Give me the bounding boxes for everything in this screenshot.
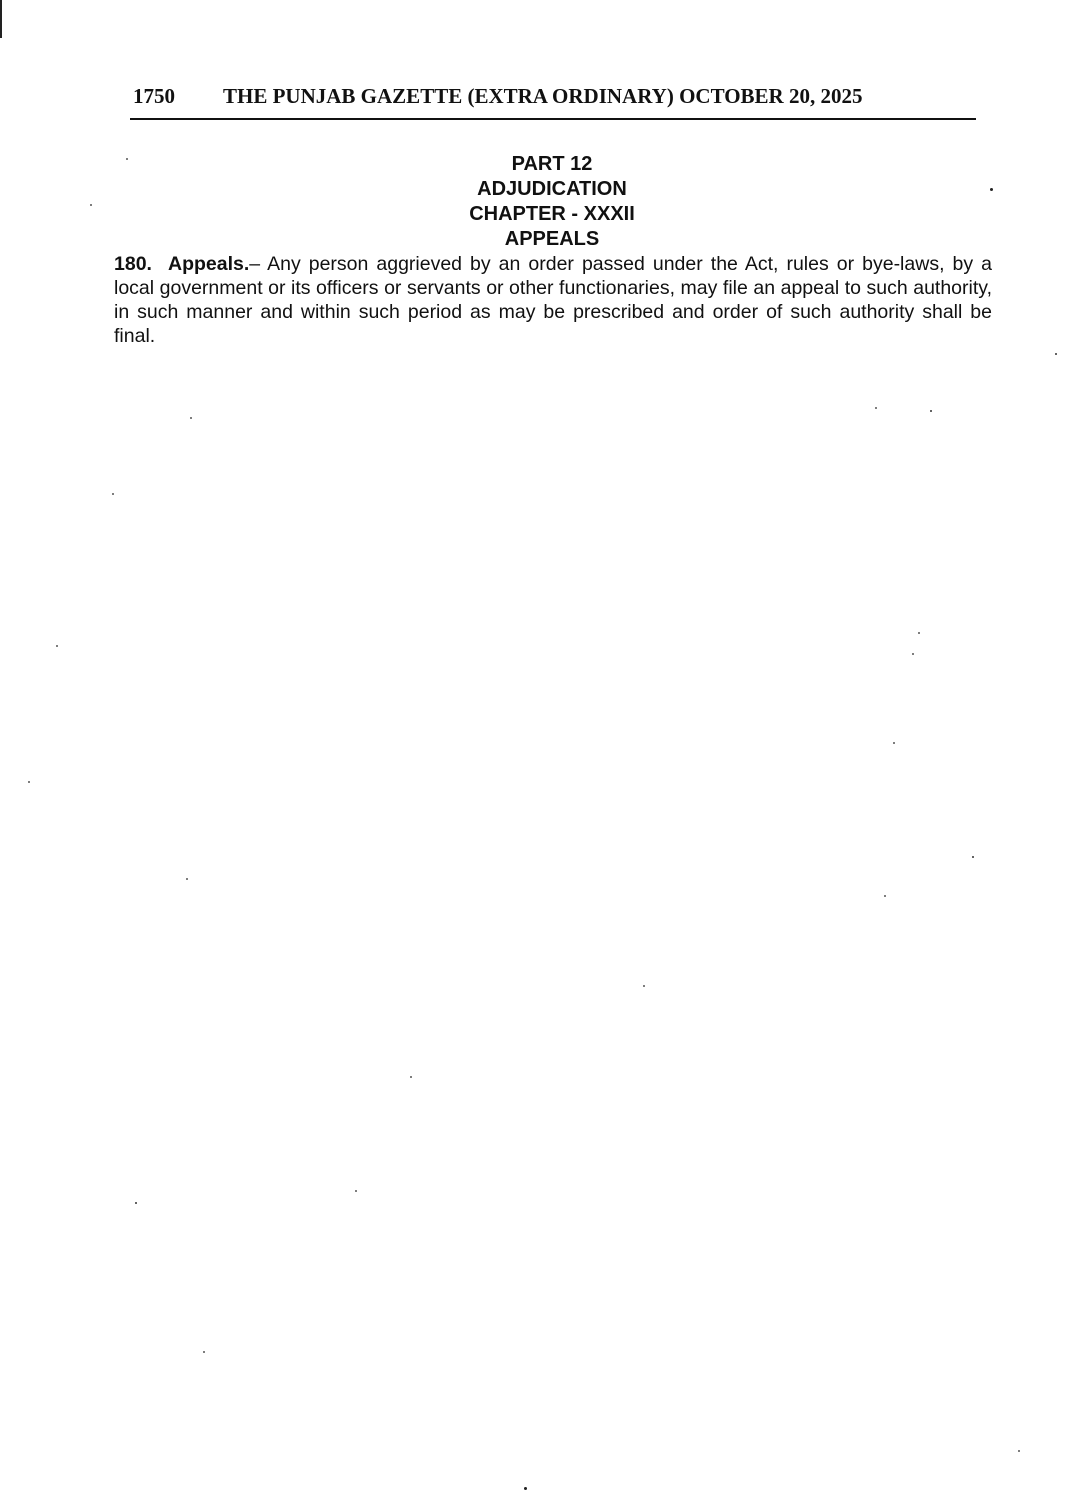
- gazette-title: THE PUNJAB GAZETTE (EXTRA ORDINARY) OCTOBER 20, 2025: [223, 84, 863, 108]
- part-number: PART 12: [511, 153, 593, 175]
- scan-speck: [1018, 1450, 1020, 1452]
- scan-speck: [355, 1190, 357, 1192]
- scan-speck: [912, 653, 914, 655]
- scan-speck: [524, 1487, 527, 1490]
- scan-speck: [918, 632, 920, 634]
- section-number: 180.: [114, 253, 152, 275]
- section-heading: Appeals.: [168, 253, 250, 275]
- scan-speck: [884, 895, 886, 897]
- chapter-title: APPEALS: [504, 228, 600, 250]
- scan-speck: [410, 1076, 412, 1078]
- scan-speck: [203, 1351, 205, 1353]
- scan-speck: [90, 204, 92, 206]
- scan-speck: [972, 856, 974, 858]
- scan-speck: [186, 878, 188, 880]
- part-title: ADJUDICATION: [477, 178, 627, 200]
- scan-speck: [190, 417, 192, 419]
- scan-speck: [28, 781, 30, 783]
- page-number: 1750: [133, 84, 175, 108]
- scan-speck: [875, 407, 877, 409]
- scan-speck: [135, 1202, 137, 1204]
- scan-speck: [930, 410, 932, 412]
- scan-speck: [990, 188, 993, 191]
- scan-edge-mark: [0, 0, 2, 38]
- chapter-number: CHAPTER - XXXII: [469, 203, 635, 225]
- scan-speck: [1055, 353, 1057, 355]
- section-headings: [300, 152, 804, 252]
- scan-speck: [893, 742, 895, 744]
- page-header: [130, 84, 976, 120]
- section-180: [114, 252, 992, 348]
- section-text: – Any person aggrieved by an order passed under the Act, rules or bye-laws, by a local government or its officers or servants or other functionaries, may file an appeal to such authority, in such manner and within such period as may be prescribed and order of such authority shall be final.: [114, 253, 992, 347]
- scan-speck: [56, 645, 58, 647]
- scan-speck: [126, 158, 128, 160]
- scan-speck: [643, 985, 645, 987]
- scan-speck: [112, 493, 114, 495]
